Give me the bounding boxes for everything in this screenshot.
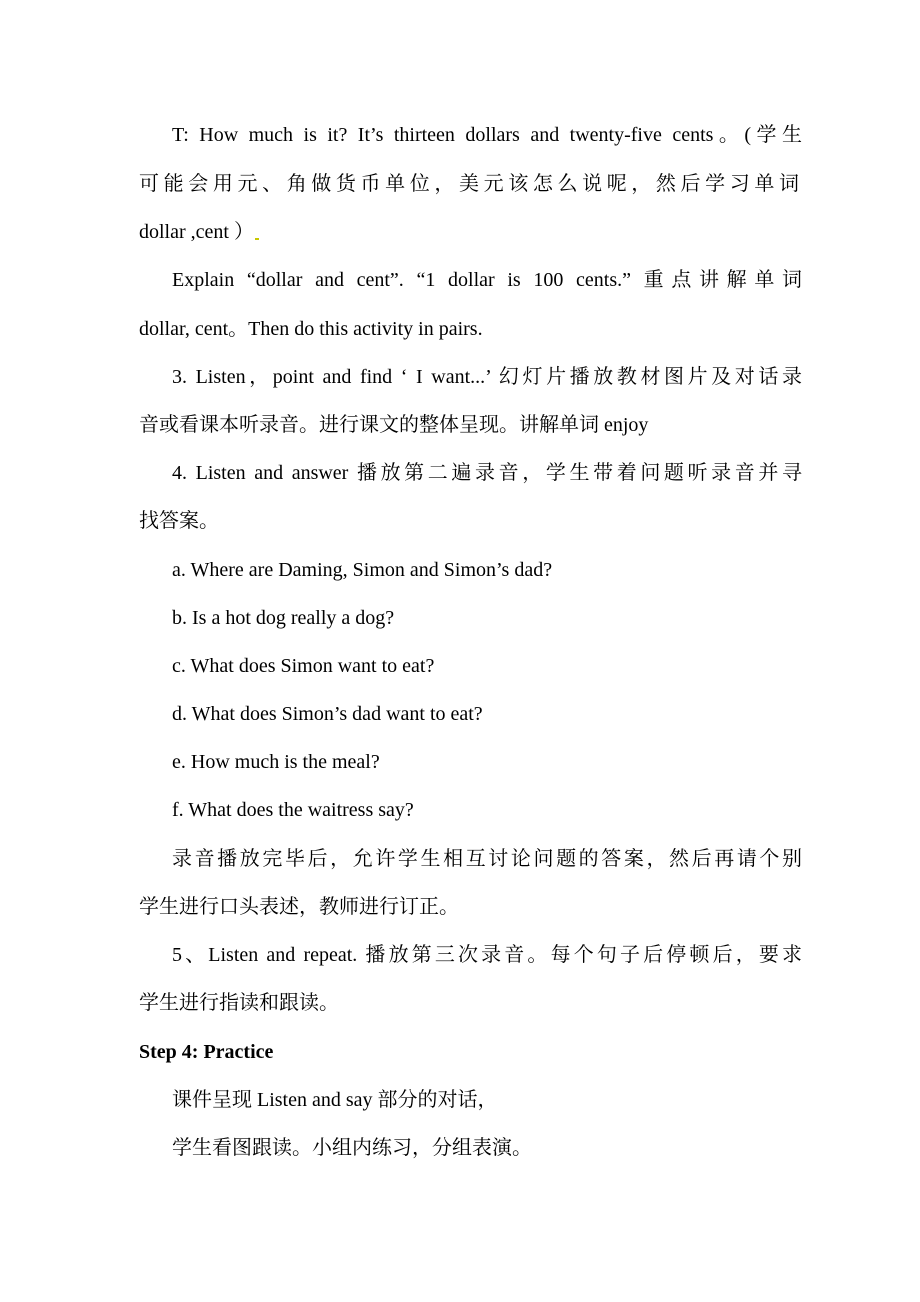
highlight-mark [255,238,259,240]
paragraph-line: 4. Listen and answer 播放第二遍录音，学生带着问题听录音并寻 [172,462,802,484]
question-item: d. What does Simon’s dad want to eat? [172,703,483,725]
paragraph-line: dollar, cent。Then do this activity in pairs. [139,318,483,340]
section-heading: Step 4: Practice [139,1041,274,1063]
paragraph-line: 学生进行口头表述，教师进行订正。 [139,896,459,918]
paragraph-line: 录音播放完毕后，允许学生相互讨论问题的答案，然后再请个别 [172,848,802,870]
paragraph-line: 学生看图跟读。小组内练习，分组表演。 [172,1137,532,1159]
paragraph-line: 5、Listen and repeat. 播放第三次录音。每个句子后停顿后，要求 [172,944,802,966]
question-item: a. Where are Daming, Simon and Simon’s dad? [172,559,553,581]
paragraph-line: 3. Listen，point and find ‘ I want...’ 幻灯片播放教材图片及对话录 [172,366,802,388]
question-item: e. How much is the meal? [172,751,380,773]
paragraph-text: dollar ,cent ） [139,221,254,243]
question-item: f. What does the waitress say? [172,799,414,821]
paragraph-line: 音或看课本听录音。进行课文的整体呈现。讲解单词 enjoy [139,414,649,436]
paragraph-line: 学生进行指读和跟读。 [139,992,339,1014]
question-item: b. Is a hot dog really a dog? [172,607,395,629]
paragraph-line: 可能会用元、角做货币单位，美元该怎么说呢，然后学习单词 [139,173,799,195]
paragraph-line: Explain “dollar and cent”. “1 dollar is 100 cents.” 重点讲解单词 [172,269,802,291]
paragraph-line [139,219,799,245]
paragraph-line: 找答案。 [139,510,219,532]
paragraph-line: 课件呈现 Listen and say 部分的对话， [172,1089,498,1111]
question-item: c. What does Simon want to eat? [172,655,435,677]
paragraph-line: T: How much is it? It’s thirteen dollars and twenty-five cents。(学生 [172,124,802,146]
